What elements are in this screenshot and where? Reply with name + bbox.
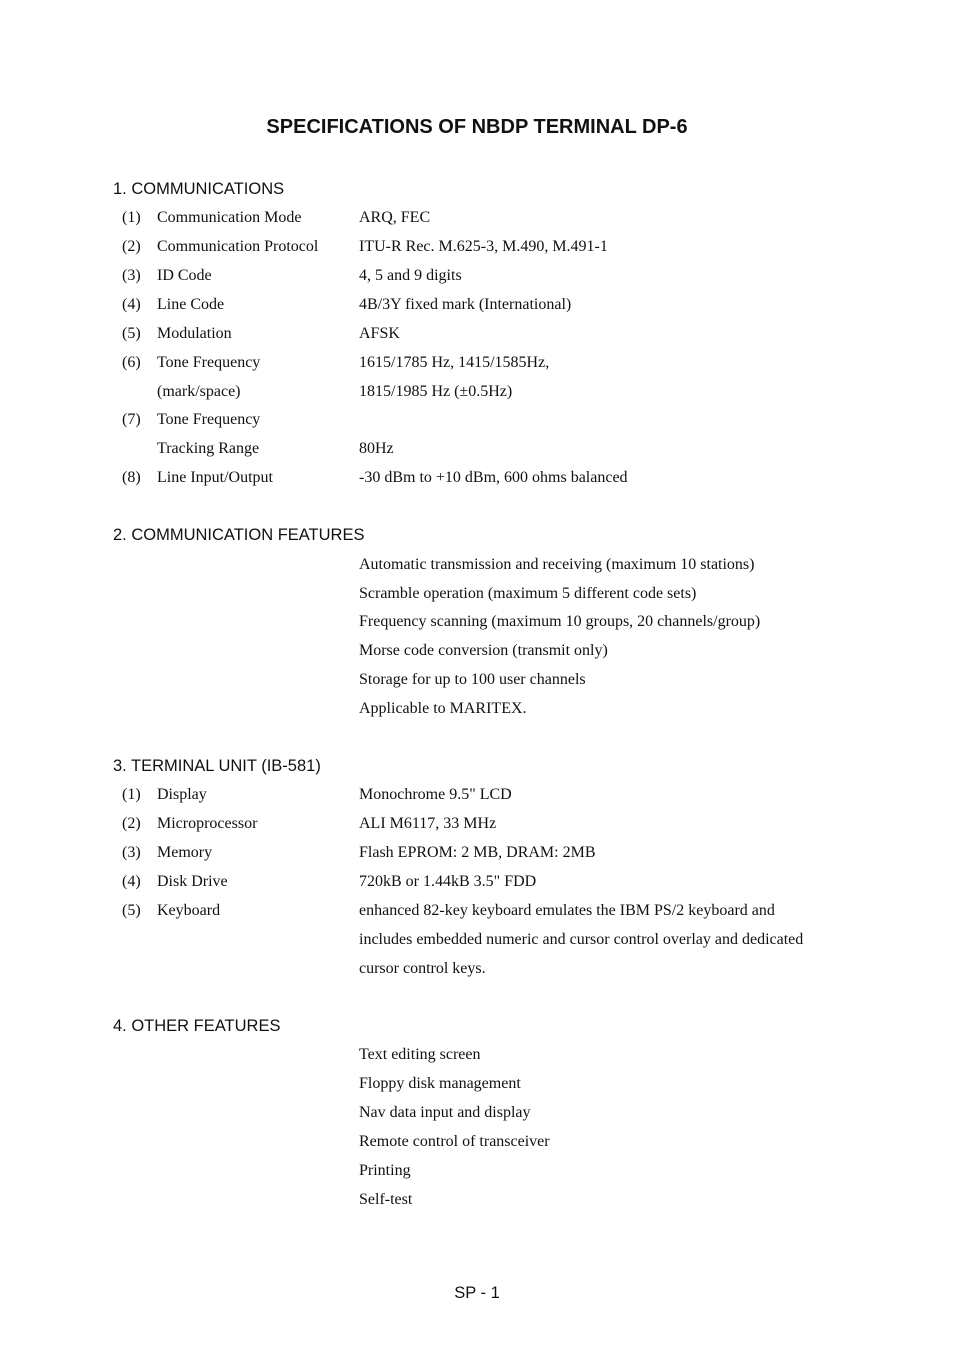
spec-row xyxy=(0,786,954,815)
spec-row xyxy=(0,354,954,383)
spec-value: 1615/1785 Hz, 1415/1585Hz, xyxy=(359,354,550,371)
feature-text: Nav data input and display xyxy=(359,1104,531,1121)
feature-text: Text editing screen xyxy=(359,1046,481,1063)
spec-label: Line Input/Output xyxy=(157,469,273,486)
spec-row xyxy=(0,844,954,873)
spec-value: enhanced 82-key keyboard emulates the IBM PS/2 keyboard and xyxy=(359,902,775,919)
spec-row xyxy=(0,440,954,469)
spec-value: ITU-R Rec. M.625-3, M.490, M.491-1 xyxy=(359,238,608,255)
spec-number: (1) xyxy=(122,209,141,226)
section-heading-terminal-unit: 3. TERMINAL UNIT (IB-581) xyxy=(113,757,321,775)
spec-value: 1815/1985 Hz (±0.5Hz) xyxy=(359,383,513,400)
section-heading-communications: 1. COMMUNICATIONS xyxy=(113,180,285,198)
feature-row xyxy=(0,585,954,614)
feature-text: Printing xyxy=(359,1162,411,1179)
feature-row xyxy=(0,1046,954,1075)
spec-row xyxy=(0,383,954,412)
feature-row xyxy=(0,700,954,729)
spec-number: (4) xyxy=(122,296,141,313)
spec-value: -30 dBm to +10 dBm, 600 ohms balanced xyxy=(359,469,628,486)
feature-row xyxy=(0,556,954,585)
spec-value: 4, 5 and 9 digits xyxy=(359,267,462,284)
spec-row xyxy=(0,873,954,902)
spec-label: Keyboard xyxy=(157,902,221,919)
feature-row xyxy=(0,642,954,671)
spec-number: (2) xyxy=(122,815,141,832)
spec-number: (7) xyxy=(122,411,141,428)
spec-value: includes embedded numeric and cursor control overlay and dedicated xyxy=(359,931,804,948)
spec-label: Tone Frequency xyxy=(157,354,261,371)
spec-label: (mark/space) xyxy=(157,383,241,400)
spec-number: (5) xyxy=(122,902,141,919)
feature-row xyxy=(0,1104,954,1133)
spec-value: 4B/3Y fixed mark (International) xyxy=(359,296,572,313)
spec-value: 80Hz xyxy=(359,440,394,457)
spec-label: Communication Mode xyxy=(157,209,302,226)
feature-text: Applicable to MARITEX. xyxy=(359,700,527,717)
spec-label: Modulation xyxy=(157,325,232,342)
feature-row xyxy=(0,613,954,642)
feature-row xyxy=(0,1075,954,1104)
spec-value: cursor control keys. xyxy=(359,960,486,977)
spec-value: ALI M6117, 33 MHz xyxy=(359,815,497,832)
page-title: SPECIFICATIONS OF NBDP TERMINAL DP-6 xyxy=(266,116,688,138)
spec-number: (5) xyxy=(122,325,141,342)
feature-text: Scramble operation (maximum 5 different code sets) xyxy=(359,585,697,602)
spec-number: (2) xyxy=(122,238,141,255)
spec-row xyxy=(0,209,954,238)
spec-label: ID Code xyxy=(157,267,212,284)
feature-row xyxy=(0,1191,954,1220)
spec-value: 720kB or 1.44kB 3.5" FDD xyxy=(359,873,537,890)
spec-row xyxy=(0,469,954,498)
section-heading-other-features: 4. OTHER FEATURES xyxy=(113,1017,281,1035)
spec-value: AFSK xyxy=(359,325,400,342)
feature-text: Automatic transmission and receiving (maximum 10 stations) xyxy=(359,556,755,573)
feature-row xyxy=(0,671,954,700)
spec-label: Microprocessor xyxy=(157,815,258,832)
feature-text: Frequency scanning (maximum 10 groups, 20 channels/group) xyxy=(359,613,761,630)
feature-text: Remote control of transceiver xyxy=(359,1133,550,1150)
spec-row xyxy=(0,296,954,325)
spec-value: Monochrome 9.5" LCD xyxy=(359,786,512,803)
feature-row xyxy=(0,1162,954,1191)
spec-row xyxy=(0,960,954,989)
section-heading-communication-features: 2. COMMUNICATION FEATURES xyxy=(113,526,365,544)
spec-label: Line Code xyxy=(157,296,225,313)
spec-value: ARQ, FEC xyxy=(359,209,431,226)
spec-label: Communication Protocol xyxy=(157,238,319,255)
spec-number: (6) xyxy=(122,354,141,371)
spec-label: Tracking Range xyxy=(157,440,260,457)
spec-label: Disk Drive xyxy=(157,873,228,890)
spec-label: Tone Frequency xyxy=(157,411,261,428)
spec-row xyxy=(0,815,954,844)
spec-number: (3) xyxy=(122,267,141,284)
spec-row xyxy=(0,267,954,296)
spec-label: Display xyxy=(157,786,207,803)
feature-row xyxy=(0,1133,954,1162)
feature-text: Storage for up to 100 user channels xyxy=(359,671,586,688)
spec-label: Memory xyxy=(157,844,213,861)
spec-row xyxy=(0,931,954,960)
spec-number: (1) xyxy=(122,786,141,803)
spec-number: (3) xyxy=(122,844,141,861)
feature-text: Self-test xyxy=(359,1191,413,1208)
spec-row xyxy=(0,411,954,440)
spec-value: Flash EPROM: 2 MB, DRAM: 2MB xyxy=(359,844,596,861)
spec-row xyxy=(0,238,954,267)
spec-number: (4) xyxy=(122,873,141,890)
feature-text: Floppy disk management xyxy=(359,1075,521,1092)
page-number: SP - 1 xyxy=(454,1284,500,1302)
spec-row xyxy=(0,902,954,931)
feature-text: Morse code conversion (transmit only) xyxy=(359,642,608,659)
spec-row xyxy=(0,325,954,354)
spec-number: (8) xyxy=(122,469,141,486)
